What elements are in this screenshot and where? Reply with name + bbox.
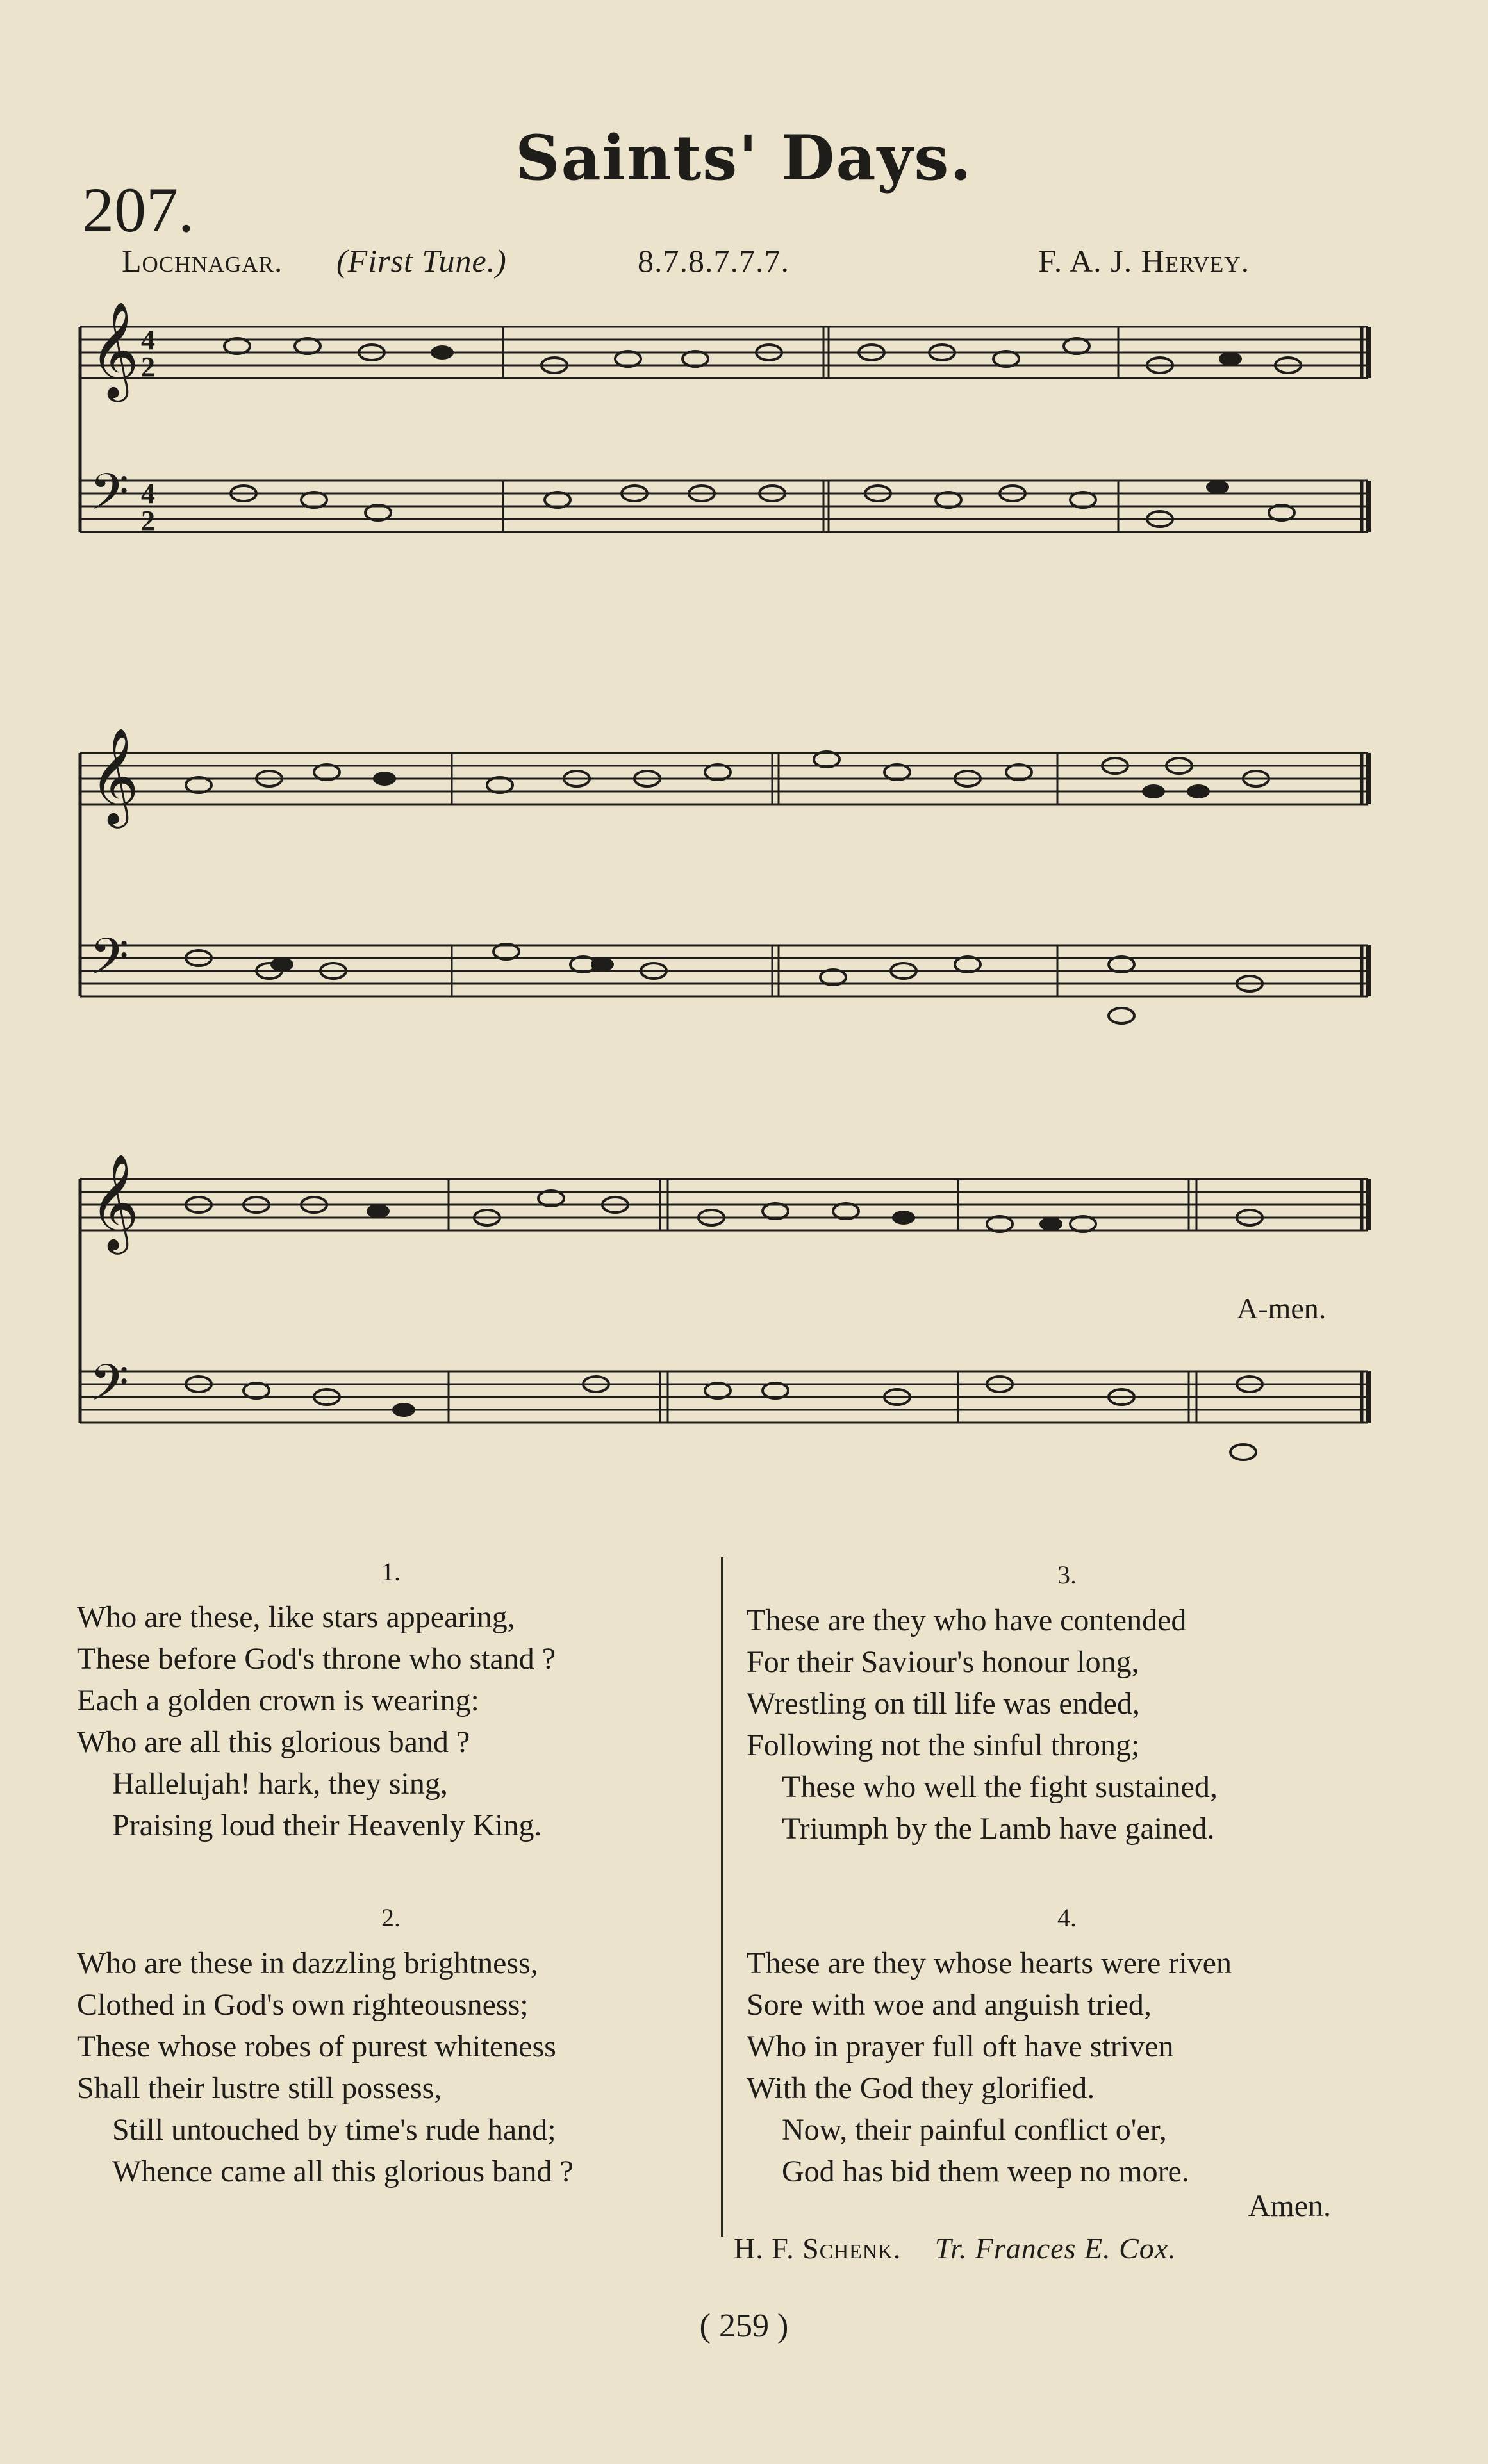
verse-line: These who well the fight sustained, [782,1770,1218,1804]
verse-number: 1. [381,1557,401,1586]
verse-line: Praising loud their Heavenly King. [112,1808,542,1842]
page-title: Saints' Days. [515,122,973,194]
verse-line: These whose robes of purest whiteness [77,2030,556,2063]
credits [734,2231,1177,2265]
music-notation-2 [70,708,1378,1067]
svg-text:𝄢: 𝄢 [90,928,129,998]
music-system-1 [70,288,1378,622]
verse-line: Each a golden crown is wearing: [77,1683,479,1717]
verse-amen: Amen. [1248,2189,1331,2223]
svg-text:𝄢: 𝄢 [90,1354,129,1425]
verse-line: Clothed in God's own righteousness; [77,1988,529,2022]
verse-line: Now, their painful conflict o'er, [782,2113,1167,2147]
hymn-number: 207. [82,174,194,245]
svg-text:4: 4 [141,324,155,356]
verse-3 [747,1554,1387,1849]
music-notation-3 [70,1128,1378,1487]
verse-line: Shall their lustre still possess, [77,2071,442,2105]
svg-text:𝄞: 𝄞 [90,727,139,824]
svg-text:𝄞: 𝄞 [90,1153,139,1250]
verse-line: Who are these, like stars appearing, [77,1600,515,1634]
music-system-3 [70,1128,1378,1487]
verse-4 [747,1897,1387,2192]
verse-line: Whence came all this glorious band ? [112,2154,574,2188]
verse-2 [77,1897,705,2192]
page-number: ( 259 ) [699,2308,789,2344]
verse-line: Triumph by the Lamb have gained. [782,1812,1215,1846]
music-amen-label: A-men. [1237,1292,1327,1325]
verse-line: Following not the sinful throng; [747,1728,1140,1762]
verse-number: 3. [1057,1560,1077,1589]
verse-line: Sore with woe and anguish tried, [747,1988,1152,2022]
tune-meter: 8.7.8.7.7.7. [638,243,789,279]
tune-name: Lochnagar. [122,243,283,279]
verse-number: 2. [381,1903,401,1932]
verse-line: Who are all this glorious band ? [77,1725,470,1759]
svg-text:𝄞: 𝄞 [90,301,139,398]
verse-line: These are they whose hearts were riven [747,1946,1232,1980]
svg-text:4: 4 [141,478,155,509]
verse-line: God has bid them weep no more. [782,2154,1189,2188]
verse-line: With the God they glorified. [747,2071,1095,2105]
music-system-2 [70,708,1378,1067]
verse-line: These are they who have contended [747,1603,1187,1637]
svg-text:2: 2 [141,351,155,383]
verse-line: Still untouched by time's rude hand; [112,2113,556,2147]
tune-composer: F. A. J. Hervey. [1038,243,1250,279]
column-divider [721,1557,723,2237]
author-credit: H. F. Schenk. [734,2232,902,2265]
verse-line: Who are these in dazzling brightness, [77,1946,538,1980]
music-notation-1 [70,288,1378,622]
verse-line: Who in prayer full oft have striven [747,2030,1174,2063]
verse-1 [77,1551,705,1846]
svg-text:2: 2 [141,505,155,536]
verse-line: These before God's throne who stand ? [77,1642,556,1676]
svg-text:𝄢: 𝄢 [90,463,129,534]
translator-credit: Tr. Frances E. Cox. [934,2232,1177,2265]
verse-line: Hallelujah! hark, they sing, [112,1767,448,1801]
verse-line: For their Saviour's honour long, [747,1645,1139,1679]
tune-variant: (First Tune.) [336,243,507,279]
verse-line: Wrestling on till life was ended, [747,1687,1140,1721]
verse-number: 4. [1057,1903,1077,1932]
